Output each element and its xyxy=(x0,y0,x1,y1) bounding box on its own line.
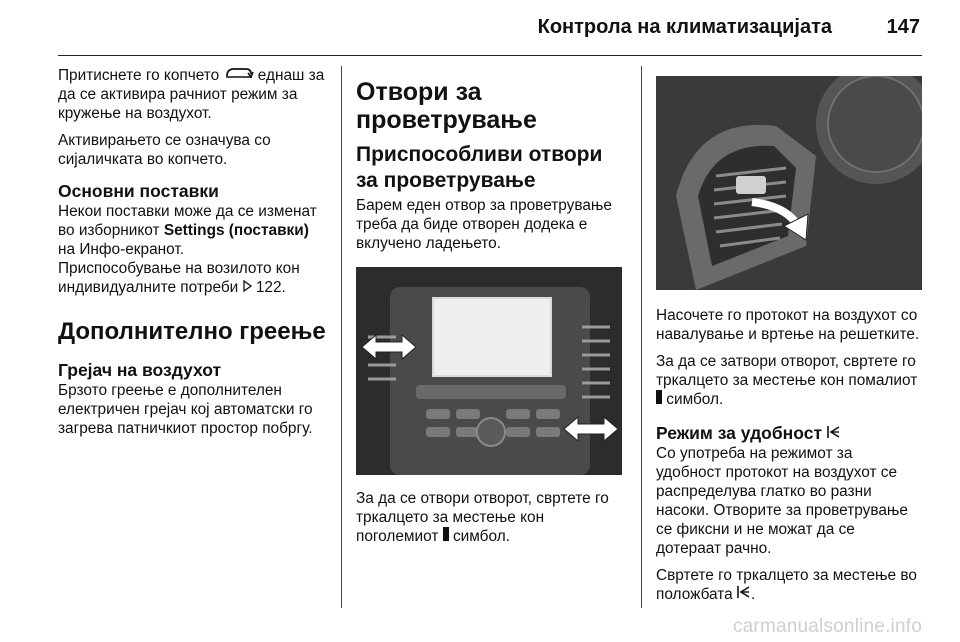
watermark: carmanualsonline.info xyxy=(732,616,922,637)
heading-air-vents: Отвори за проветрување xyxy=(356,78,537,134)
heading-additional-heating: Дополнително греење xyxy=(58,318,326,345)
page-number: 147 xyxy=(886,16,920,38)
paragraph-air-heater: Брзото греење е дополнителен електричен грејач кој автоматски го загрева патничкиот простор побргу. xyxy=(58,382,313,437)
paragraph-close-vent xyxy=(656,352,922,409)
large-airflow-symbol-icon xyxy=(443,527,449,546)
paragraph-comfort-mode: Со употреба на режимот за удобност протокот на воздухот се распределува глатко во разни насоки. Отворите за проветрување се фиксни и не можат да се дотераат рачно. xyxy=(656,445,908,557)
column-divider xyxy=(341,66,342,608)
text: еднаш за да се активира рачниот режим за кружење на воздухот. xyxy=(58,67,325,122)
paragraph-recirculation xyxy=(58,66,326,123)
text: на Инфо-екранот. xyxy=(58,241,184,258)
text: За да се затвори отворот, свртете го тркалцето за местење кон помалиот xyxy=(656,353,918,389)
heading-comfort-mode xyxy=(656,423,922,444)
recirculation-button-icon xyxy=(224,66,254,85)
paragraph-comfort-position xyxy=(656,566,922,604)
column-2 xyxy=(356,78,626,554)
small-airflow-symbol-icon xyxy=(656,390,662,409)
dashboard-vents-photo xyxy=(356,267,622,475)
heading-adjustable-vents: Приспособливи отвори за проветрување xyxy=(356,143,603,192)
text: Приспособување на возилото кон индивидуалните потреби xyxy=(58,260,300,296)
paragraph-direct-airflow: Насочете го протокот на воздухот со навалување и вртење на решетките. xyxy=(656,307,920,343)
text: Притиснете го копчето xyxy=(58,67,220,84)
text: . xyxy=(750,586,756,603)
paragraph-adjustable-vents: Барем еден отвор за проветрување треба да биде отворен додека е вклучено ладењето. xyxy=(356,197,612,252)
caption-open-vent xyxy=(356,489,626,546)
page-header-title: Контрола на климатизацијата xyxy=(537,16,832,38)
column-3 xyxy=(656,76,922,612)
page-reference-icon xyxy=(243,278,252,297)
paragraph-personalisation xyxy=(58,259,326,297)
comfort-mode-icon xyxy=(827,423,841,444)
heading-air-heater: Грејач на воздухот xyxy=(58,360,222,380)
text: Свртете го тркалцето за местење во положбата xyxy=(656,567,917,603)
air-vent-adjustment-photo xyxy=(656,76,922,290)
page-reference: 122. xyxy=(255,279,286,296)
text: За да се отвори отворот, свртете го тркалцето за местење кон поголемиот xyxy=(356,490,609,545)
text: симбол. xyxy=(452,528,510,545)
header-rule xyxy=(58,55,922,56)
paragraph-indicator: Активирањето се означува со сијаличката во копчето. xyxy=(58,132,271,168)
heading-basic-settings: Основни поставки xyxy=(58,181,219,201)
paragraph-basic-settings xyxy=(58,202,326,259)
settings-menu-label: Settings (поставки) xyxy=(163,222,309,239)
text: Некои поставки може да се изменат во изборникот xyxy=(58,203,317,239)
column-divider xyxy=(641,66,642,608)
comfort-mode-icon xyxy=(737,585,751,604)
text: симбол. xyxy=(666,391,724,408)
text: Режим за удобност xyxy=(656,423,823,443)
column-1 xyxy=(58,66,326,446)
